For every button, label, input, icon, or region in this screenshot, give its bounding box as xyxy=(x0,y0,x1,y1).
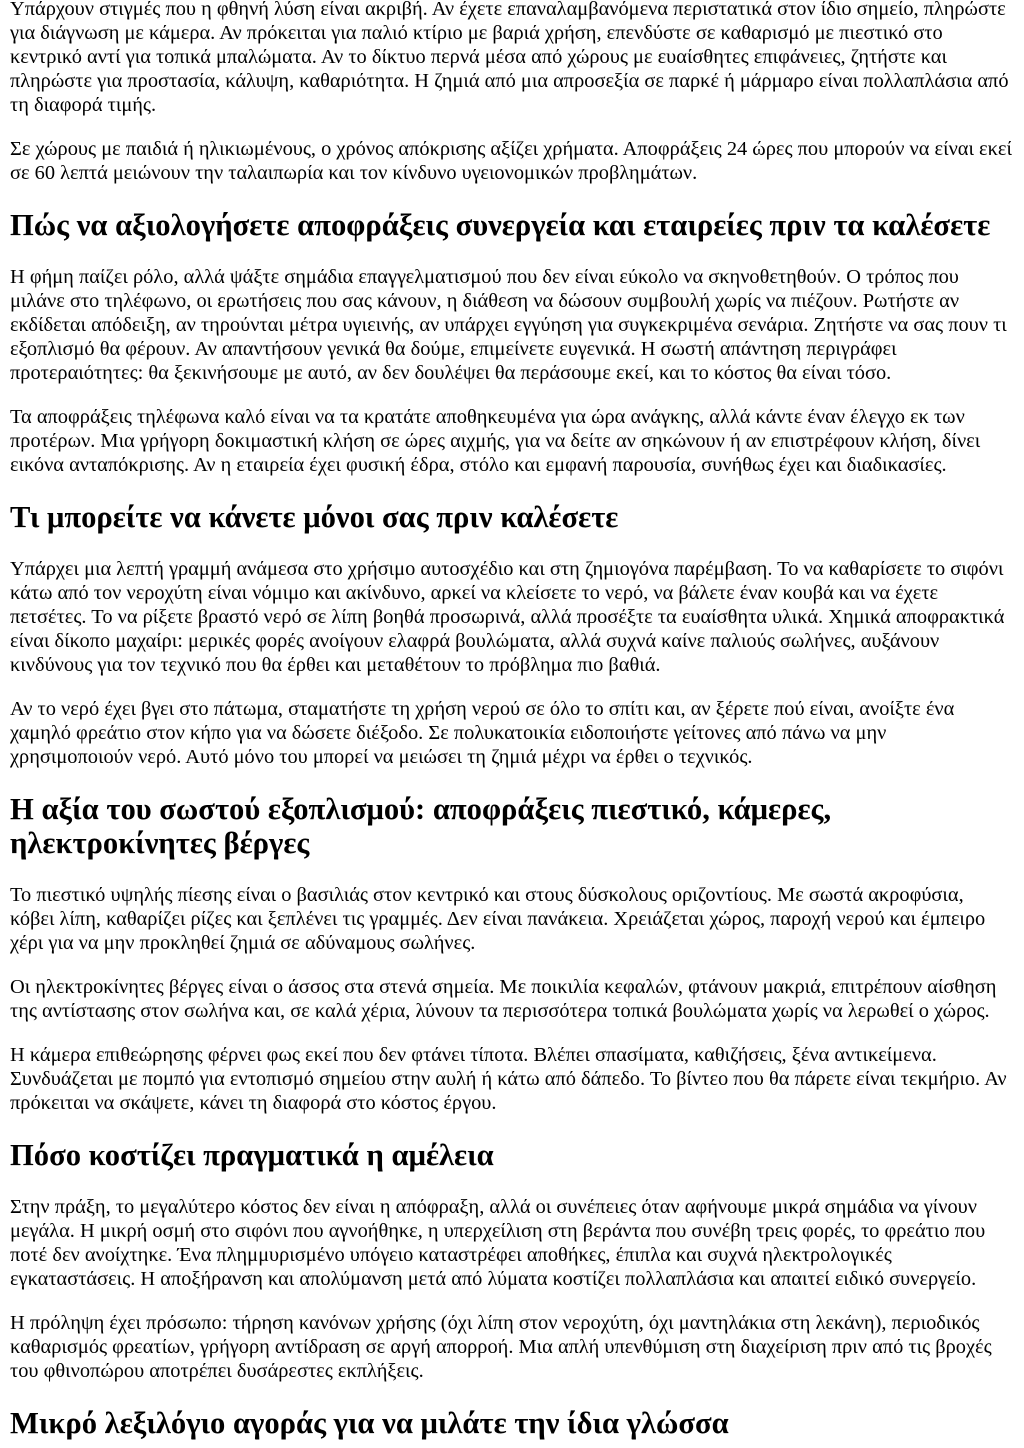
paragraph: Σε χώρους με παιδιά ή ηλικιωμένους, ο χρόνος απόκρισης αξίζει χρήματα. Αποφράξεις 24 ώρες που μπορούν να είναι εκεί σε 60 λεπτά μειώνουν την ταλαιπωρία και τον κίνδυνο υγειονομικών προβλημάτων. xyxy=(10,138,1012,184)
section-heading: Τι μπορείτε να κάνετε μόνοι σας πριν καλέσετε xyxy=(10,500,619,534)
paragraph: Η κάμερα επιθεώρησης φέρνει φως εκεί που δεν φτάνει τίποτα. Βλέπει σπασίματα, καθιζήσεις, ξένα αντικείμενα. Συνδυάζεται με πομπό για εντοπισμό σημείου στην αυλή ή κάτω από δάπεδο. Το βίντεο που θα πάρετε είναι τεκμήριο. Αν πρόκειται να σκάψετε, κάνει τη διαφορά στο κόστος έργου. xyxy=(10,1044,1007,1114)
paragraph: Η πρόληψη έχει πρόσωπο: τήρηση κανόνων χρήσης (όχι λίπη στον νεροχύτη, όχι μαντηλάκια στη λεκάνη), περιοδικός καθαρισμός φρεατίων, γρήγορη αντίδραση σε αργή απορροή. Μια απλή υπενθύμιση στη διαχείριση πριν από τις βροχές του φθινοπώρου αποτρέπει δυσάρεστες εκπλήξεις. xyxy=(10,1312,992,1382)
paragraph: Υπάρχουν στιγμές που η φθηνή λύση είναι ακριβή. Αν έχετε επαναλαμβανόμενα περιστατικά στον ίδιο σημείο, πληρώστε για διάγνωση με κάμερα. Αν πρόκειται για παλιό κτίριο με βαριά χρήση, επενδύστε σε καθαρισμό με πιεστικό στο κεντρικό αντί για τοπικά μπαλώματα. Αν το δίκτυο περνά μέσα από χώρους με ευαίσθητες επιφάνειες, ζητήστε και πληρώστε για προστασία, κάλυψη, καθαριότητα. Η ζημιά από μια απροσεξία σε παρκέ ή μάρμαρο είναι πολλαπλάσια από τη διαφορά τιμής. xyxy=(10,0,1009,116)
paragraph: Τα αποφράξεις τηλέφωνα καλό είναι να τα κρατάτε αποθηκευμένα για ώρα ανάγκης, αλλά κάντε έναν έλεγχο εκ των προτέρων. Μια γρήγορη δοκιμαστική κλήση σε ώρες αιχμής, για να δείτε αν σηκώνουν ή αν επιστρέφουν κλήση, δίνει εικόνα ανταπόκρισης. Αν η εταιρεία έχει φυσική έδρα, στόλο και εμφανή παρουσία, συνήθως έχει και διαδικασίες. xyxy=(10,406,981,476)
section-heading: Πόσο κοστίζει πραγματικά η αμέλεια xyxy=(10,1138,494,1172)
paragraph: Στην πράξη, το μεγαλύτερο κόστος δεν είναι η απόφραξη, αλλά οι συνέπειες όταν αφήνουμε μικρά σημάδια να γίνουν μεγάλα. Η μικρή οσμή στο σιφόνι που αγνοήθηκε, η υπερχείλιση στη βεράντα που συνέβη τρεις φορές, το φρεάτιο που ποτέ δεν ανοίχτηκε. Ένα πλημμυρισμένο υπόγειο καταστρέφει αποθήκες, έπιπλα και συχνά ηλεκτρολογικές εγκαταστάσεις. Η αποξήρανση και απολύμανση μετά από λύματα κοστίζει πολλαπλάσια και απαιτεί ειδικό συνεργείο. xyxy=(10,1196,986,1290)
section-heading: Πώς να αξιολογήσετε αποφράξεις συνεργεία και εταιρείες πριν τα καλέσετε xyxy=(10,208,991,242)
paragraph: Οι ηλεκτροκίνητες βέργες είναι ο άσσος στα στενά σημεία. Με ποικιλία κεφαλών, φτάνουν μακριά, επιτρέπουν αίσθηση της αντίστασης στον σωλήνα και, σε καλά χέρια, λύνουν τα περισσότερα τοπικά βουλώματα χωρίς να λερωθεί ο χώρος. xyxy=(10,976,997,1022)
paragraph: Υπάρχει μια λεπτή γραμμή ανάμεσα στο χρήσιμο αυτοσχέδιο και στη ζημιογόνα παρέμβαση. Το να καθαρίσετε το σιφόνι κάτω από τον νεροχύτη είναι νόμιμο και ακίνδυνο, αρκεί να κλείσετε το νερό, να βάλετε έναν κουβά και να έχετε πετσέτες. Το να ρίξετε βραστό νερό σε λίπη βοηθά προσωρινά, αλλά προσέξτε τα ευαίσθητα υλικά. Χημικά αποφρακτικά είναι δίκοπο μαχαίρι: μερικές φορές ανοίγουν ελαφρά βουλώματα, αλλά συχνά καίνε παλιούς σωλήνες, αυξάνουν κινδύνους για τον τεχνικό που θα έρθει και μεταθέτουν το πρόβλημα πιο βαθιά. xyxy=(10,558,1005,676)
paragraph: Το πιεστικό υψηλής πίεσης είναι ο βασιλιάς στον κεντρικό και στους δύσκολους οριζοντίους. Με σωστά ακροφύσια, κόβει λίπη, καθαρίζει ρίζες και ξεπλένει τις γραμμές. Δεν είναι πανάκεια. Χρειάζεται χώρος, παροχή νερού και έμπειρο χέρι για να μην προκληθεί ζημιά σε αδύναμους σωλήνες. xyxy=(10,884,986,954)
paragraph: Η φήμη παίζει ρόλο, αλλά ψάξτε σημάδια επαγγελματισμού που δεν είναι εύκολο να σκηνοθετηθούν. Ο τρόπος που μιλάνε στο τηλέφωνο, οι ερωτήσεις που σας κάνουν, η διάθεση να δώσουν συμβουλή χωρίς να πιέζουν. Ρωτήστε αν εκδίδεται απόδειξη, αν τηρούνται μέτρα υγιεινής, αν υπάρχει εγγύηση για συγκεκριμένα σενάρια. Ζητήστε να σας πουν τι εξοπλισμό θα φέρουν. Αν απαντήσουν γενικά θα δούμε, επιμείνετε ευγενικά. Η σωστή απάντηση περιγράφει προτεραιότητες: θα ξεκινήσουμε με αυτό, αν δεν δουλέψει θα περάσουμε εκεί, και το κόστος θα είναι τόσο. xyxy=(10,266,1007,384)
paragraph: Αν το νερό έχει βγει στο πάτωμα, σταματήστε τη χρήση νερού σε όλο το σπίτι και, αν ξέρετε πού είναι, ανοίξτε ένα χαμηλό φρεάτιο στον κήπο για να δώσετε διέξοδο. Σε πολυκατοικία ειδοποιήστε γείτονες από πάνω να μην χρησιμοποιούν νερό. Αυτό μόνο του μπορεί να μειώσει τη ζημιά μέχρι να έρθει ο τεχνικός. xyxy=(10,698,955,768)
section-heading: Η αξία του σωστού εξοπλισμού: αποφράξεις πιεστικό, κάμερες, ηλεκτροκίνητες βέργες xyxy=(10,792,832,860)
section-heading: Μικρό λεξιλόγιο αγοράς για να μιλάτε την ίδια γλώσσα xyxy=(10,1406,729,1440)
